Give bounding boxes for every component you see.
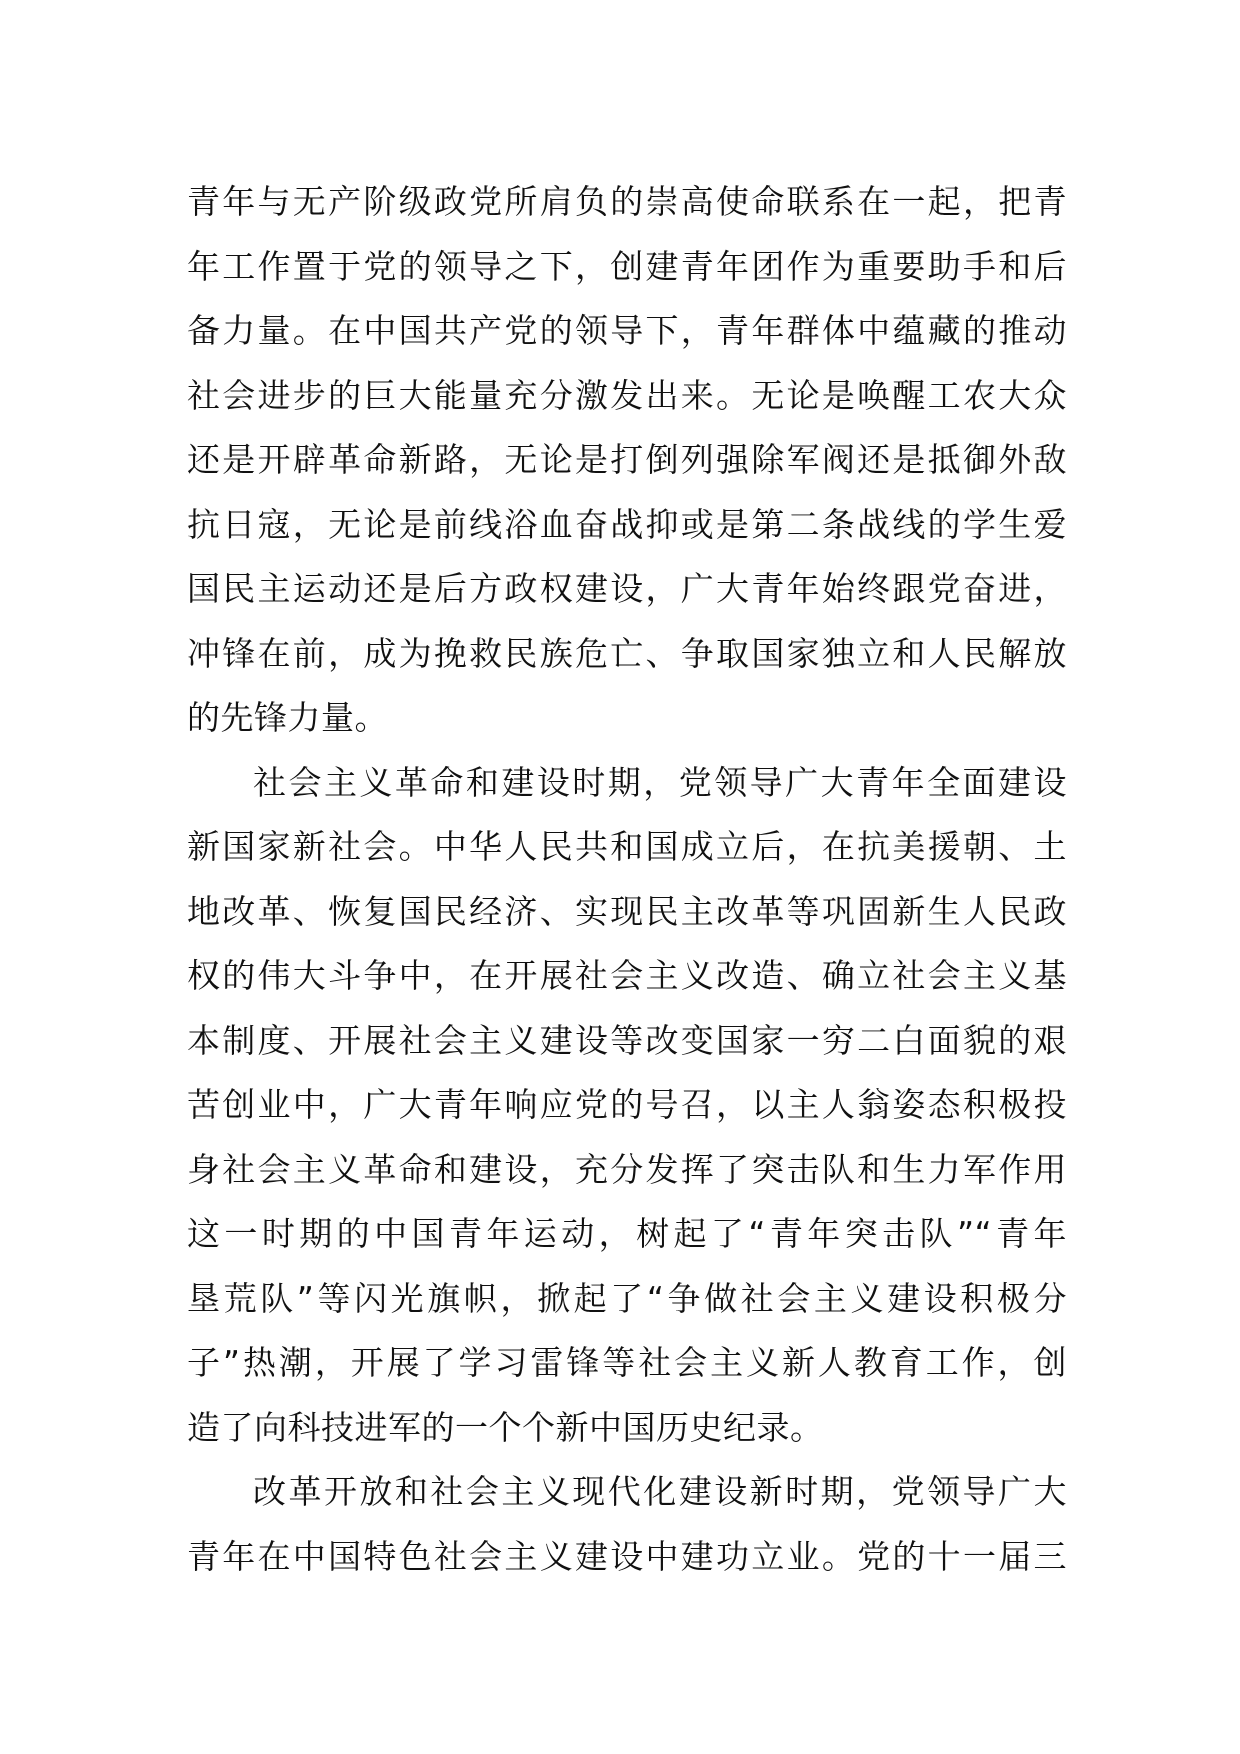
p2-line-7: 身社会主义革命和建设，充分发挥了突击队和生力军作用: [187, 1149, 1067, 1189]
p1-line-8: 冲锋在前，成为挽救民族危亡、争取国家独立和人民解放: [187, 633, 1067, 673]
p2-line-1: 社会主义革命和建设时期，党领导广大青年全面建设: [253, 762, 1067, 802]
p2-line-3: 地改革、恢复国民经济、实现民主改革等巩固新生人民政: [187, 891, 1067, 931]
p1-line-2: 年工作置于党的领导之下，创建青年团作为重要助手和后: [187, 246, 1067, 286]
p1-line-5: 还是开辟革命新路，无论是打倒列强除军阀还是抵御外敌: [187, 440, 1067, 479]
p3-line-1: 改革开放和社会主义现代化建设新时期，党领导广大: [253, 1472, 1067, 1511]
p2-line-9: 垦荒队”等闪光旗帜，掀起了“争做社会主义建设积极分: [187, 1278, 1067, 1318]
p1-line-1: 青年与无产阶级政党所肩负的崇高使命联系在一起，把青: [187, 182, 1067, 221]
body-text: [187, 170, 1067, 1589]
p1-line-4: 社会进步的巨大能量充分激发出来。无论是唤醒工农大众: [187, 375, 1067, 415]
p2-line-2: 新国家新社会。中华人民共和国成立后，在抗美援朝、土: [187, 827, 1067, 866]
p1-line-6: 抗日寇，无论是前线浴血奋战抑或是第二条战线的学生爱: [187, 504, 1067, 544]
p1-line-9: 的先锋力量。: [187, 698, 388, 737]
p3-line-2: 青年在中国特色社会主义建设中建功立业。党的十一届三: [187, 1536, 1067, 1576]
p1-line-7: 国民主运动还是后方政权建设，广大青年始终跟党奋进，: [187, 569, 1067, 608]
p2-line-5: 本制度、开展社会主义建设等改变国家一穷二白面貌的艰: [187, 1020, 1067, 1060]
p1-line-3: 备力量。在中国共产党的领导下，青年群体中蕴藏的推动: [187, 311, 1067, 350]
p2-line-10: 子”热潮，开展了学习雷锋等社会主义新人教育工作，创: [187, 1343, 1067, 1382]
p2-line-11: 造了向科技进军的一个个新中国历史纪录。: [187, 1407, 824, 1447]
p2-line-4: 权的伟大斗争中，在开展社会主义改造、确立社会主义基: [187, 956, 1067, 995]
p2-line-8: 这一时期的中国青年运动，树起了“青年突击队”“青年: [187, 1214, 1067, 1253]
p2-line-6: 苦创业中，广大青年响应党的号召，以主人翁姿态积极投: [187, 1085, 1067, 1124]
